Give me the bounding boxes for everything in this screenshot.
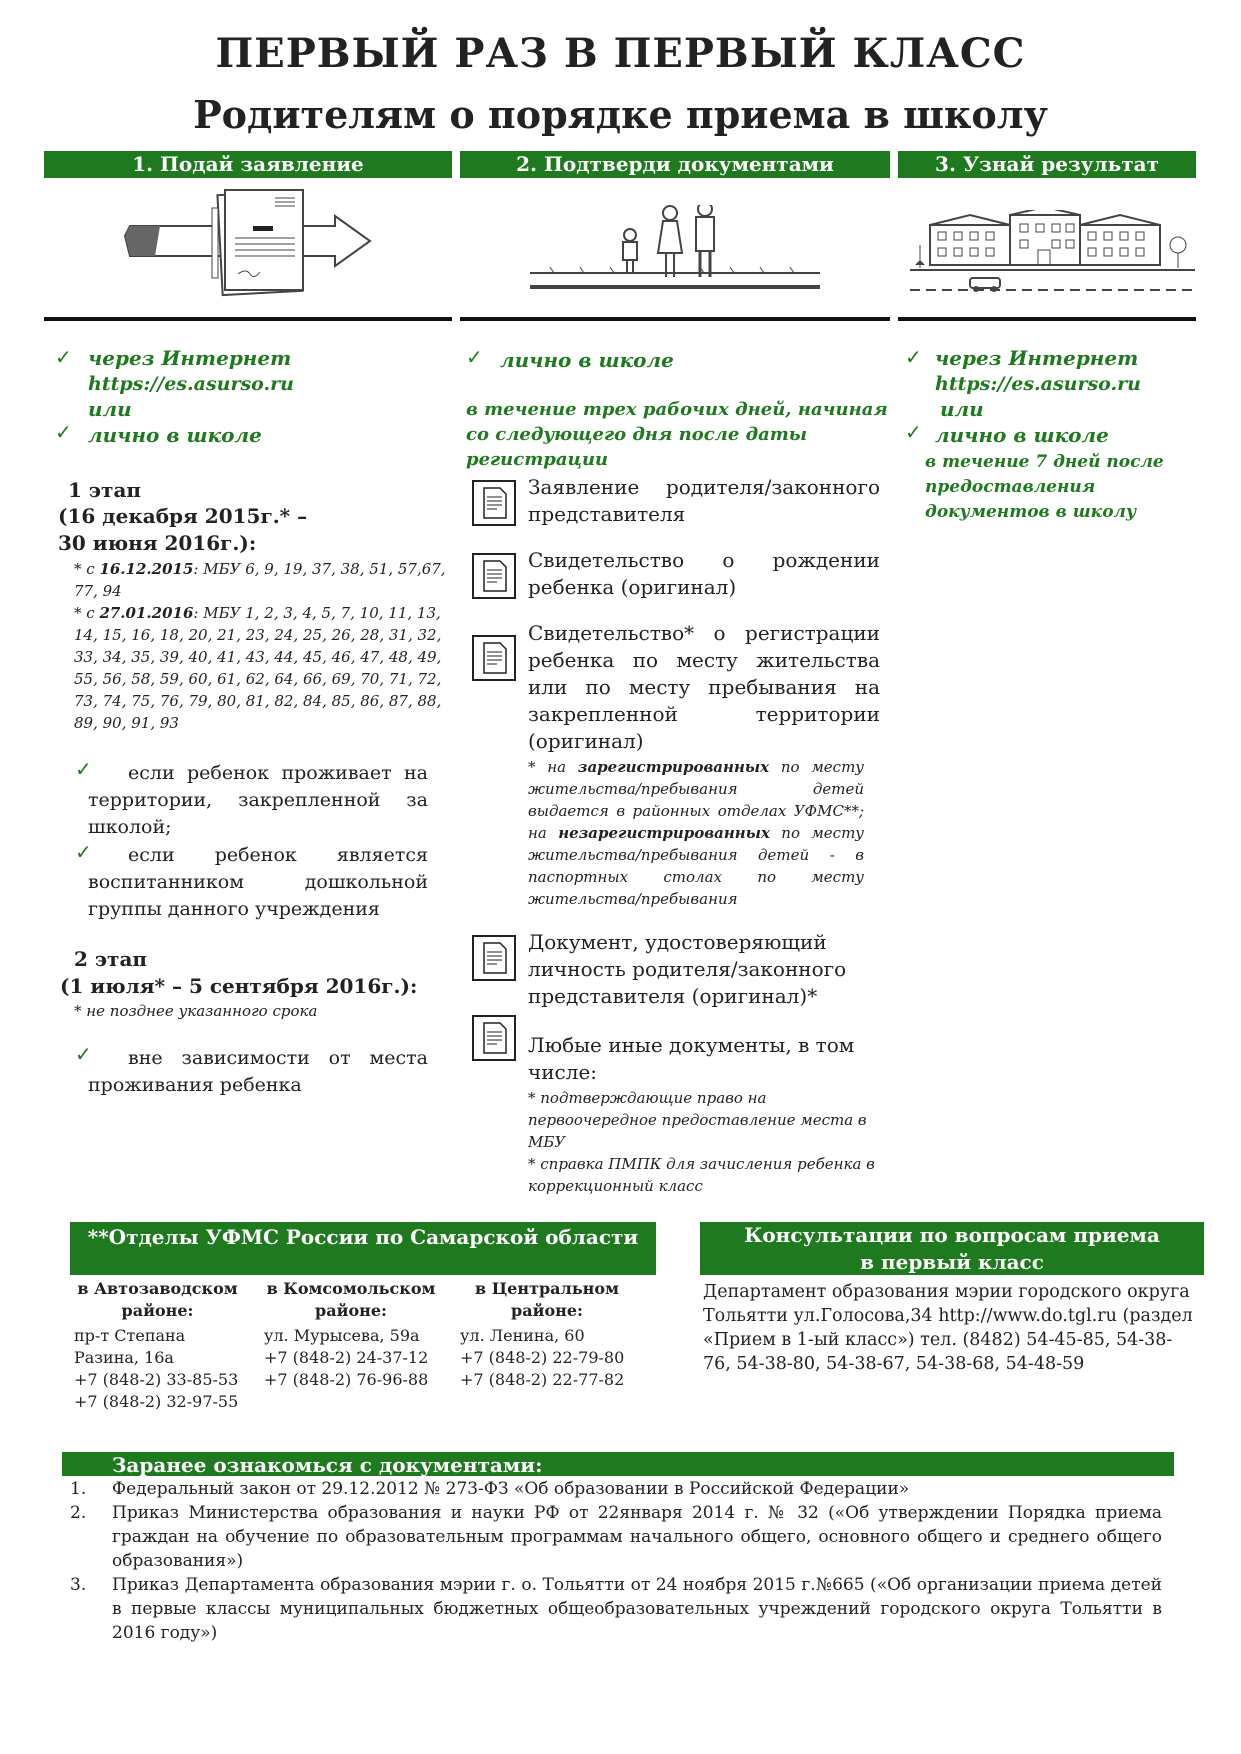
check-icon: ✓ — [55, 345, 72, 369]
col1-via-internet: через Интернет — [88, 346, 292, 370]
family-illustration — [530, 205, 820, 300]
stage2-condition: вне зависимости от места проживания ребенка — [88, 1047, 428, 1096]
step-3-header: 3. Узнай результат — [898, 151, 1196, 178]
stage1-condition-1: если ребенок проживает на территории, закрепленной за школой; — [88, 762, 428, 838]
document-icon — [472, 480, 516, 526]
check-icon: ✓ — [75, 840, 92, 864]
divider-col3 — [898, 317, 1196, 321]
stage1-title: 1 этап — [68, 478, 142, 502]
document-icon — [472, 1015, 516, 1061]
page-title: ПЕРВЫЙ РАЗ В ПЕРВЫЙ КЛАСС — [215, 30, 1026, 77]
check-icon: ✓ — [466, 345, 483, 369]
doc-birth-certificate: Свидетельство о рождении ребенка (оригинал) — [528, 548, 880, 599]
ufms-central-details: ул. Ленина, 60 +7 (848-2) 22-79-80 +7 (848-2) 22-77-82 — [460, 1326, 625, 1389]
ufms-district-avtozavodsky: в Автозаводском районе: — [77, 1279, 238, 1320]
stage1-note-1: * с 16.12.2015: МБУ 6, 9, 19, 37, 38, 51, 57,67, 77, 94 — [74, 560, 446, 600]
check-icon: ✓ — [905, 420, 922, 444]
stage1-note-2: * с 27.01.2016: МБУ 1, 2, 3, 4, 5, 7, 10, 11, 13, 14, 15, 16, 18, 20, 21, 23, 24, 25, 26, 28, 31, 32, 33, 34, 35, 39, 40, 41, 43, 44, 45, 46, 47, 48, 49, 55, 56, 58, 59, 60, 61, 62, 64, 66, 69, 70, 71, 72, 73, 74, 75, 76, 79, 80, 81, 82, 84, 85, 86, 87, 88, 89, 90, 91, 93 — [74, 604, 442, 732]
document-icon — [472, 635, 516, 681]
col3-or: или — [940, 397, 984, 421]
page-subtitle: Родителям о порядке приема в школу — [193, 92, 1048, 137]
docs-list — [62, 1477, 1162, 1645]
list-item: 3. Приказ Департамента образования мэрии г. о. Тольятти от 24 ноября 2015 г.№665 («Об организации приема детей в первые классы муниципальных бюджетных общеобразовательных учреждений городского округа Тольятти в 2016 году») — [70, 1575, 1162, 1643]
ufms-district-komsomolsky: в Комсомольском районе: — [266, 1279, 436, 1320]
stage2-note: * не позднее указанного срока — [74, 1002, 318, 1020]
col3-deadline: в течение 7 дней после предоставления документов в школу — [925, 452, 1164, 522]
divider-col1 — [44, 317, 452, 321]
ufms-komsomolsky-details: ул. Мурысева, 59а +7 (848-2) 24-37-12 +7 (848-2) 76-96-88 — [264, 1326, 429, 1389]
step-2-header: 2. Подтверди документами — [460, 151, 890, 178]
list-item: 1. Федеральный закон от 29.12.2012 № 273-ФЗ «Об образовании в Российской Федерации» — [70, 1479, 910, 1499]
stage1-dates-end: 30 июня 2016г.): — [58, 531, 257, 555]
consult-header: Консультации по вопросам приема в первый класс — [700, 1222, 1204, 1275]
col3-via-internet: через Интернет — [935, 346, 1139, 370]
check-icon: ✓ — [905, 345, 922, 369]
doc-identity: Документ, удостоверяющий личность родителя/законного представителя (оригинал)* — [528, 930, 847, 1008]
consult-text: Департамент образования мэрии городского округа Тольятти ул.Голосова,34 http://www.do.tgl.ru (раздел «Прием в 1-ый класс») тел. (8482) 54-45-85, 54-38-76, 54-38-80, 54-38-67, 54-38-68, 54-48-59 — [703, 1282, 1193, 1374]
col2-in-school: лично в школе — [500, 348, 674, 372]
stage1-dates-start: (16 декабря 2015г.* – — [58, 504, 308, 528]
col3-in-school: лично в школе — [935, 423, 1109, 447]
doc-application: Заявление родителя/законного представителя — [528, 475, 880, 526]
ufms-district-central: в Центральном районе: — [475, 1279, 619, 1320]
ufms-header: **Отделы УФМС России по Самарской области — [70, 1222, 656, 1275]
application-document-illustration — [120, 188, 400, 298]
col2-deadline: в течение трех рабочих дней, начиная со следующего дня после даты регистрации — [466, 399, 888, 470]
docs-header: Заранее ознакомься с документами: — [62, 1452, 1174, 1476]
check-icon: ✓ — [75, 757, 92, 781]
doc-registration-certificate: Свидетельство* о регистрации ребенка по месту жительства или по месту пребывания на закрепленной территории (оригинал) — [528, 621, 880, 753]
document-icon — [472, 935, 516, 981]
doc-registration-note: * на зарегистрированных по месту жительства/пребывания детей выдается в районных отделах УФМС**; на незарегистрированных по месту жительства/пребывания детей - в паспортных столах по месту жительства/пребывания — [528, 758, 865, 908]
col1-or: или — [88, 397, 132, 421]
check-icon: ✓ — [75, 1042, 92, 1066]
doc-other: Любые иные документы, в том числе: — [528, 1033, 855, 1084]
col1-url[interactable]: https://es.asurso.ru — [88, 373, 294, 395]
col1-in-school: лично в школе — [88, 423, 262, 447]
document-icon — [472, 553, 516, 599]
list-item: 2. Приказ Министерства образования и науки РФ от 22января 2014 г. № 32 («Об утверждении Порядка приема граждан на обучение по образовательным программам начального общего, основного общего и среднего общего образования») — [70, 1503, 1162, 1571]
stage2-title: 2 этап — [74, 947, 148, 971]
school-building-illustration — [910, 210, 1195, 305]
doc-other-note-1: * подтверждающие право на первоочередное предоставление места в МБУ — [528, 1089, 867, 1151]
doc-other-note-2: * справка ПМПК для зачисления ребенка в коррекционный класс — [528, 1155, 875, 1195]
divider-col2 — [460, 317, 890, 321]
ufms-avtozavodsky-details: пр-т Степана Разина, 16а +7 (848-2) 33-85-53 +7 (848-2) 32-97-55 — [74, 1326, 239, 1411]
check-icon: ✓ — [55, 420, 72, 444]
step-1-header: 1. Подай заявление — [44, 151, 452, 178]
stage1-condition-2: если ребенок является воспитанником дошкольной группы данного учреждения — [88, 844, 428, 920]
col3-url[interactable]: https://es.asurso.ru — [935, 373, 1141, 395]
stage2-dates: (1 июля* – 5 сентября 2016г.): — [60, 974, 418, 998]
